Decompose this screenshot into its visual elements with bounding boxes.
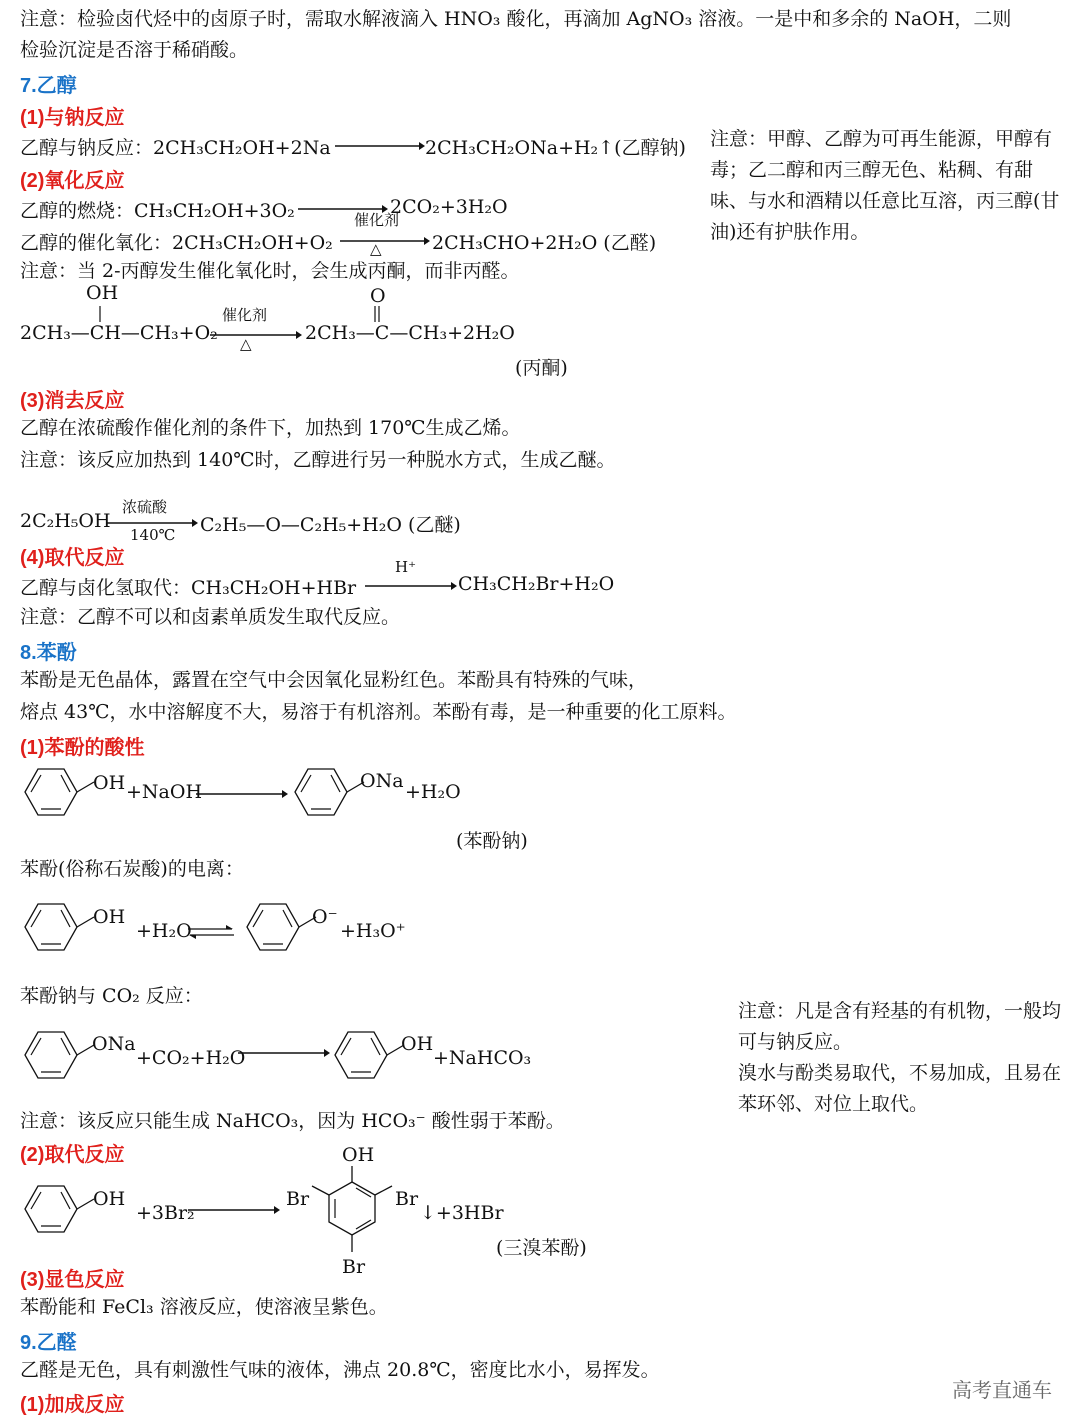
benzene-ring	[244, 900, 320, 956]
subsection-title: (1)加成反应	[20, 1394, 125, 1416]
benzene-ring	[22, 765, 98, 821]
reagent: +NaHCO₃	[433, 1047, 532, 1069]
reagent: +NaOH	[126, 781, 203, 803]
subsection-title: (1)与钠反应	[20, 107, 125, 129]
substituent-label: O⁻	[312, 906, 338, 928]
reagent: ↓+3HBr	[420, 1202, 504, 1224]
text-line: 检验沉淀是否溶于稀硝酸。	[20, 39, 249, 61]
text-line: 注意：检验卤代烃中的卤原子时，需取水解液滴入 HNO₃ 酸化，再滴加 AgNO₃ 溶液。一是中和多余的 NaOH，二则	[20, 8, 1012, 30]
section-title-acetaldehyde: 9.乙醛	[20, 1332, 77, 1354]
equilibrium-arrow	[188, 922, 234, 942]
substituent-label: Br	[342, 1256, 366, 1278]
tribromophenol-ring	[304, 1166, 394, 1266]
benzene-ring	[292, 765, 368, 821]
substituent-label: O	[370, 285, 386, 307]
arrow-condition: △	[240, 335, 252, 353]
product-name: (三溴苯酚)	[496, 1237, 587, 1259]
equation-left: 乙醇与卤化氢取代：CH₃CH₂OH+HBr	[20, 577, 357, 599]
reaction-arrow	[365, 573, 457, 599]
double-bond	[373, 306, 381, 322]
text-line: 苯酚是无色晶体，露置在空气中会因氧化显粉红色。苯酚具有特殊的气味，	[20, 669, 648, 691]
equation-right: 2CH₃CHO+2H₂O (乙醛)	[432, 232, 657, 254]
product-name: (苯酚钠)	[456, 830, 528, 852]
text-line: 乙醛是无色，具有刺激性气味的液体，沸点 20.8℃，密度比水小，易挥发。	[20, 1359, 660, 1381]
reagent: +CO₂+H₂O	[136, 1047, 246, 1069]
equation-left: 2CH₃—CH—CH₃+O₂	[20, 322, 218, 344]
substituent-label: OH	[93, 906, 126, 928]
side-note	[738, 996, 1068, 1120]
reaction-arrow	[238, 1040, 330, 1066]
substituent-label: OH	[401, 1033, 434, 1055]
text-line: 注意：该反应只能生成 NaHCO₃，因为 HCO₃⁻ 酸性弱于苯酚。	[20, 1110, 565, 1132]
subsection-title: (3)显色反应	[20, 1269, 125, 1291]
substituent-label: ONa	[92, 1033, 136, 1055]
side-note: 注意：甲醇、乙醇为可再生能源，甲醇有毒；乙二醇和丙三醇无色、粘稠、有甜味、与水和酒精以任意比互溶，丙三醇(甘油)还有护肤作用。	[710, 128, 1060, 243]
arrow-condition: 140℃	[130, 526, 176, 544]
side-note-line: 注意：凡是含有羟基的有机物，一般均可与钠反应。	[738, 1000, 1062, 1053]
reagent: +H₂O	[405, 781, 461, 803]
equation-left: 2C₂H₅OH	[20, 510, 111, 532]
reaction-arrow	[210, 322, 302, 348]
benzene-ring	[22, 1182, 98, 1238]
text-line: 苯酚(俗称石炭酸)的电离：	[20, 858, 244, 880]
equation-left: 乙醇的催化氧化：2CH₃CH₂OH+O₂	[20, 232, 333, 254]
equation-left: 乙醇的燃烧：CH₃CH₂OH+3O₂	[20, 200, 295, 222]
substituent-label: Br	[395, 1188, 419, 1210]
substituent-label: OH	[93, 772, 126, 794]
substituent-label: OH	[86, 282, 119, 304]
watermark: 高考直通车	[952, 1378, 1052, 1402]
reagent: +H₂O	[136, 920, 192, 942]
benzene-ring	[332, 1028, 408, 1084]
text-line: 乙醇在浓硫酸作催化剂的条件下，加热到 170℃生成乙烯。	[20, 417, 521, 439]
section-title-phenol: 8.苯酚	[20, 642, 77, 664]
equation-right: 2CH₃CH₂ONa+H₂↑(乙醇钠)	[425, 137, 686, 159]
text-line: 注意：乙醇不可以和卤素单质发生取代反应。	[20, 606, 401, 628]
equation-left: 乙醇与钠反应：2CH₃CH₂OH+2Na	[20, 137, 331, 159]
reaction-arrow	[188, 1197, 280, 1223]
reagent: +3Br₂	[136, 1202, 195, 1224]
section-title-ethanol: 7.乙醇	[20, 75, 77, 97]
reaction-arrow	[340, 228, 430, 254]
arrow-condition: 浓硫酸	[122, 498, 168, 516]
text-line: 熔点 43℃，水中溶解度不大，易溶于有机溶剂。苯酚有毒，是一种重要的化工原料。	[20, 701, 737, 723]
substituent-label: Br	[286, 1188, 310, 1210]
text-line: 苯酚钠与 CO₂ 反应：	[20, 985, 203, 1007]
reaction-arrow	[335, 133, 425, 159]
subsection-title: (2)氧化反应	[20, 170, 125, 192]
equation-right: CH₃CH₂Br+H₂O	[458, 573, 615, 595]
text-line: 注意：当 2-丙醇发生催化氧化时，会生成丙酮，而非丙醛。	[20, 260, 520, 282]
text-line: 苯酚能和 FeCl₃ 溶液反应，使溶液呈紫色。	[20, 1296, 388, 1318]
arrow-condition: H⁺	[395, 558, 416, 576]
arrow-condition: 催化剂	[354, 211, 400, 229]
reaction-arrow	[196, 781, 288, 807]
benzene-ring	[22, 900, 98, 956]
arrow-condition: 催化剂	[222, 306, 268, 324]
subsection-title: (3)消去反应	[20, 390, 125, 412]
subsection-title: (1)苯酚的酸性	[20, 737, 145, 759]
product-name: (丙酮)	[515, 357, 568, 379]
substituent-label: ONa	[360, 770, 404, 792]
benzene-ring	[22, 1028, 98, 1084]
substituent-label: OH	[93, 1188, 126, 1210]
text-line: 注意：该反应加热到 140℃时，乙醇进行另一种脱水方式，生成乙醚。	[20, 449, 616, 471]
subsection-title: (4)取代反应	[20, 547, 125, 569]
equation-right: 2CO₂+3H₂O	[390, 196, 508, 218]
side-note-line: 溴水与酚类易取代，不易加成，且易在苯环邻、对位上取代。	[738, 1062, 1062, 1115]
reagent: +H₃O⁺	[340, 920, 406, 942]
bond-line	[99, 306, 101, 322]
equation-right: 2CH₃—C—CH₃+2H₂O	[305, 322, 515, 344]
arrow-condition: △	[370, 240, 382, 258]
equation-right: C₂H₅—O—C₂H₅+H₂O (乙醚)	[200, 514, 461, 536]
subsection-title: (2)取代反应	[20, 1144, 125, 1166]
substituent-label: OH	[342, 1144, 375, 1166]
